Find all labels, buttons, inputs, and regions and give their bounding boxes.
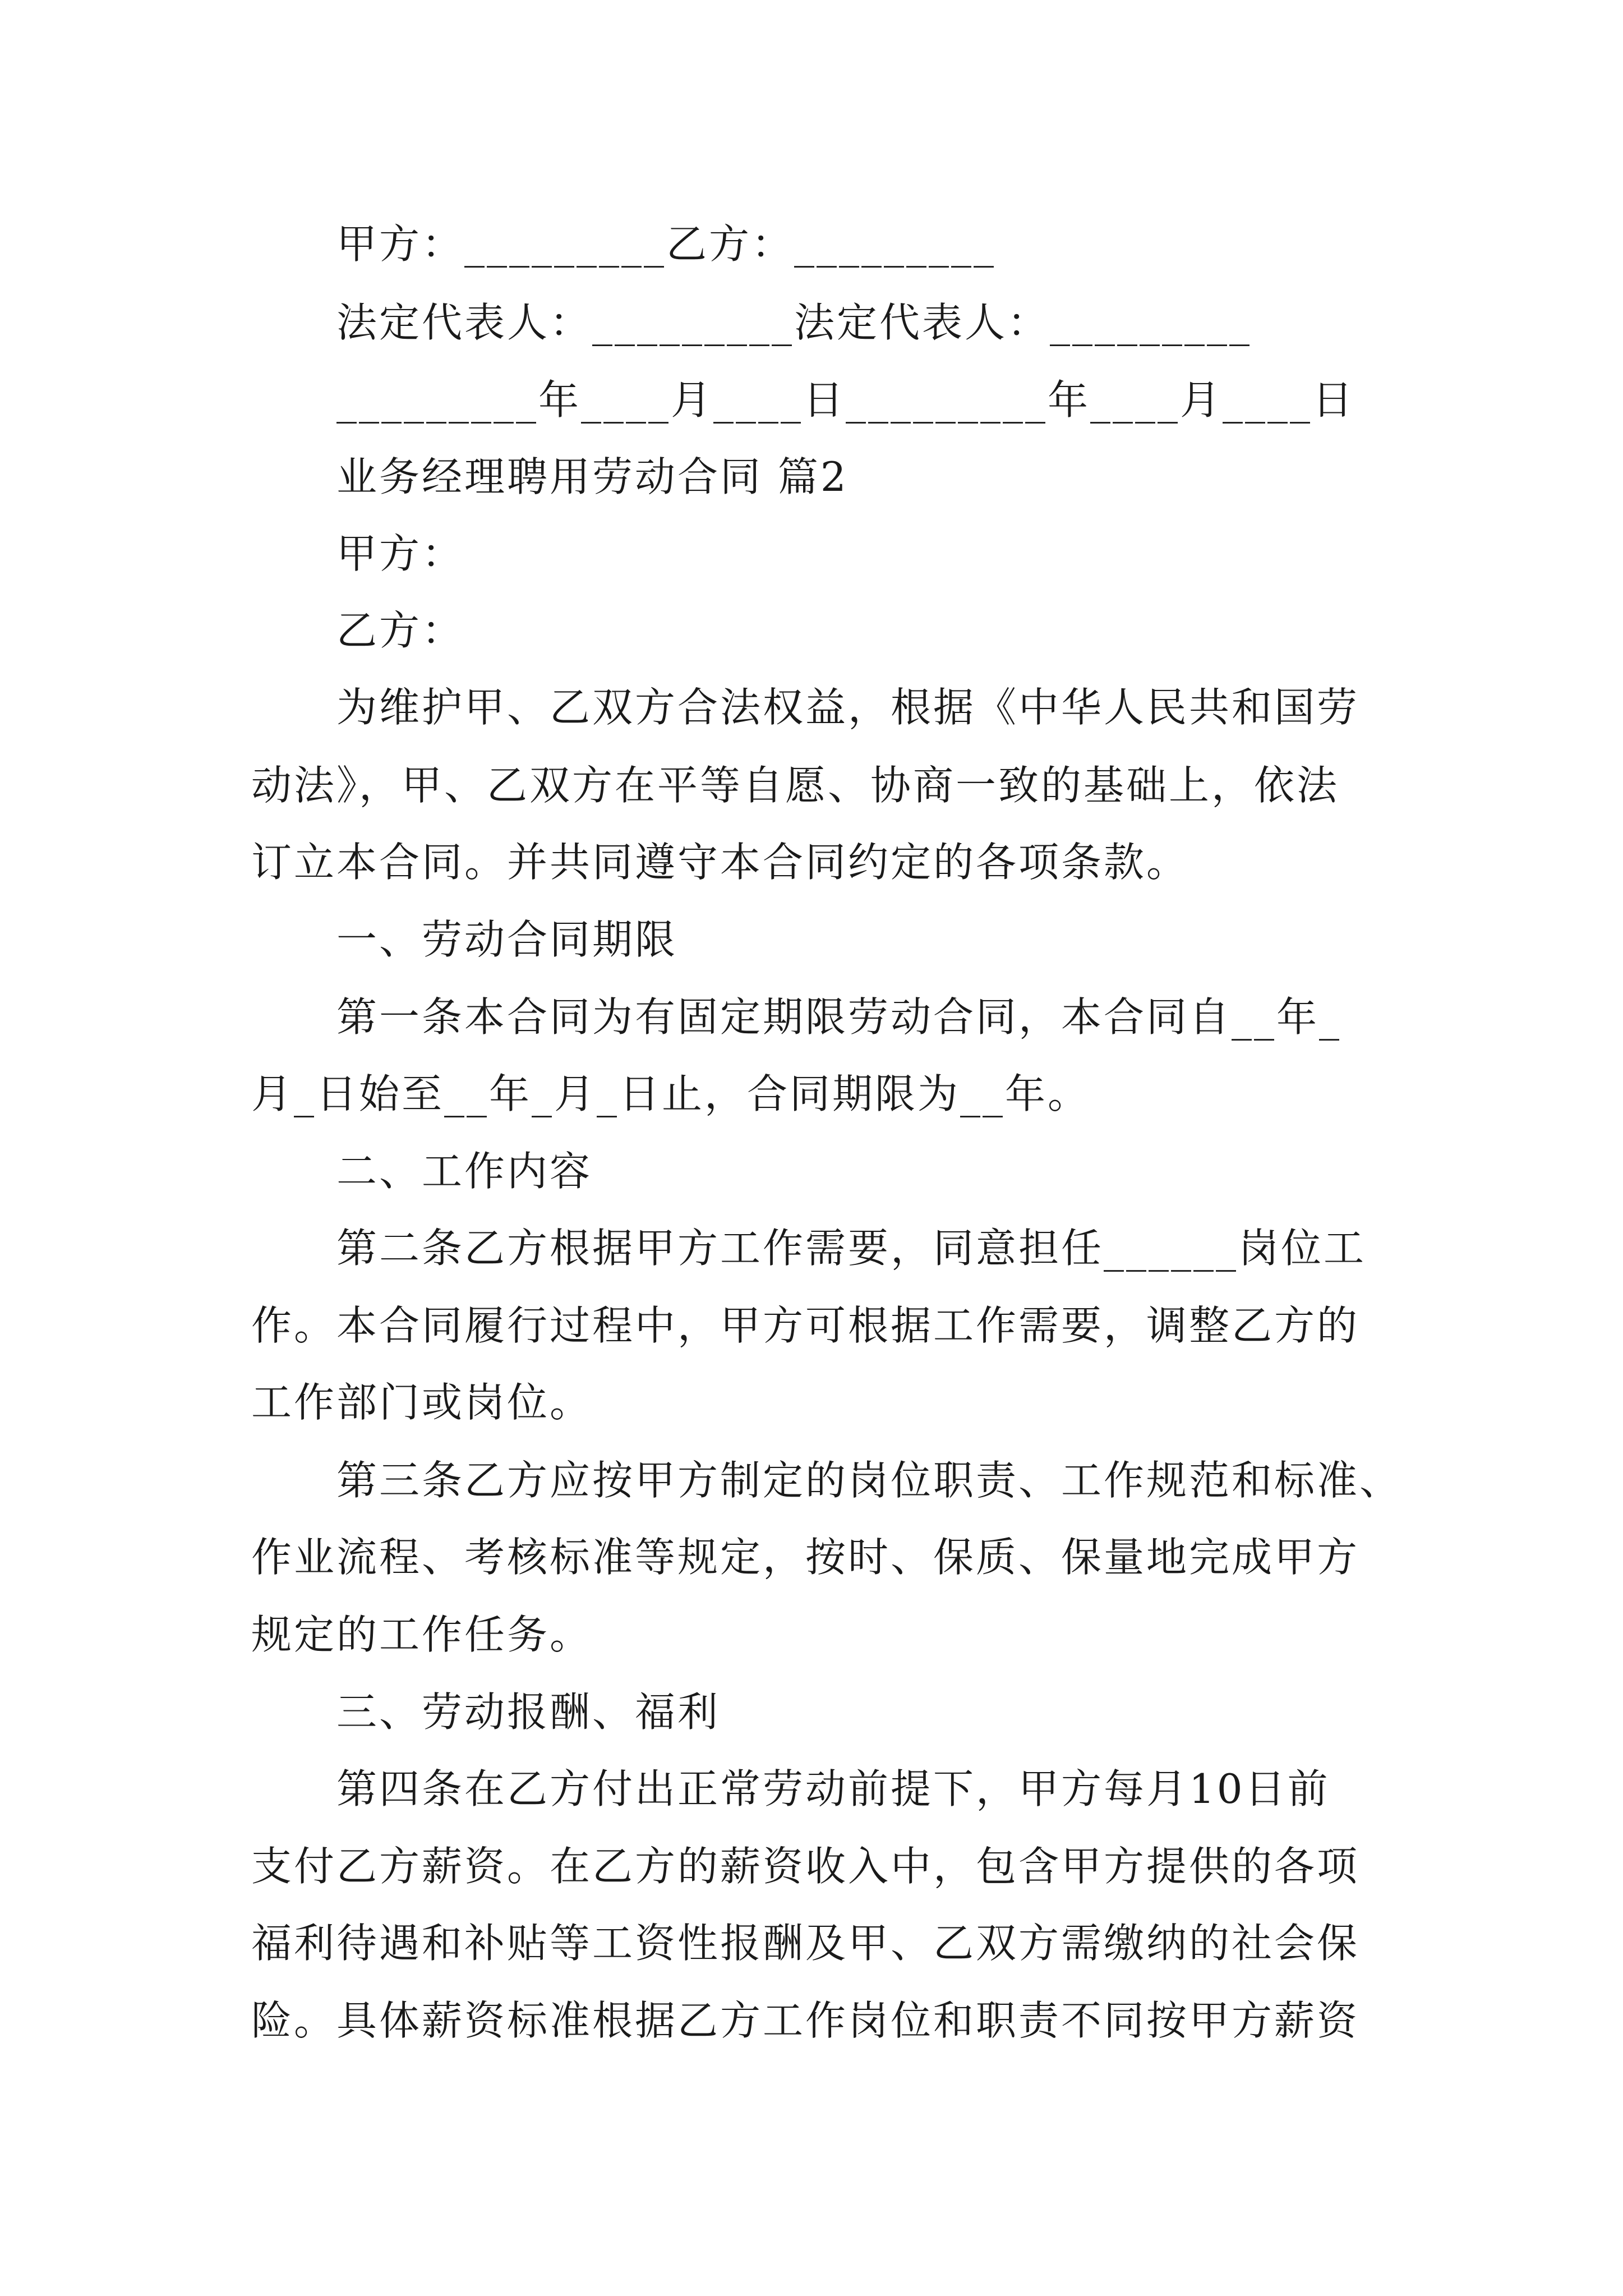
representative-line: 法定代表人：_________法定代表人：_________ xyxy=(336,299,1252,346)
heading-line: 二、工作内容 xyxy=(336,1148,593,1195)
paragraph-line: 作业流程、考核标准等规定，按时、保质、保量地完成甲方 xyxy=(251,1534,1360,1581)
paragraph-line: 月_日始至__年_月_日止，合同期限为__年。 xyxy=(251,1070,1091,1117)
heading-line: 三、劳动报酬、福利 xyxy=(336,1688,721,1736)
paragraph-line: 第三条乙方应按甲方制定的岗位职责、工作规范和标准、 xyxy=(336,1457,1403,1504)
paragraph-line: 支付乙方薪资。在乙方的薪资收入中，包含甲方提供的各项 xyxy=(251,1843,1360,1890)
date-line: _________年____月____日_________年____月____日 xyxy=(336,376,1355,424)
paragraph-line: 动法》，甲、乙双方在平等自愿、协商一致的基础上，依法 xyxy=(251,762,1340,809)
paragraph-line: 第二条乙方根据甲方工作需要，同意担任______岗位工 xyxy=(336,1225,1367,1272)
paragraph-line: 险。具体薪资标准根据乙方工作岗位和职责不同按甲方薪资 xyxy=(251,1997,1360,2044)
paragraph-line: 规定的工作任务。 xyxy=(251,1611,593,1658)
heading-line: 一、劳动合同期限 xyxy=(336,916,678,963)
section-title: 业务经理聘用劳动合同 篇2 xyxy=(336,453,849,500)
party-line: 甲方：_________乙方：_________ xyxy=(336,220,997,268)
paragraph-line: 第四条在乙方付出正常劳动前提下，甲方每月10日前 xyxy=(336,1765,1330,1812)
paragraph-line: 工作部门或岗位。 xyxy=(251,1379,593,1426)
party-b-line: 乙方： xyxy=(336,607,465,654)
paragraph-line: 作。本合同履行过程中，甲方可根据工作需要，调整乙方的 xyxy=(251,1302,1360,1349)
paragraph-line: 福利待遇和补贴等工资性报酬及甲、乙双方需缴纳的社会保 xyxy=(251,1920,1360,1967)
paragraph-line: 订立本合同。并共同遵守本合同约定的各项条款。 xyxy=(251,839,1189,886)
party-a-line: 甲方： xyxy=(336,530,465,577)
paragraph-line: 第一条本合同为有固定期限劳动合同，本合同自__年_ xyxy=(336,993,1342,1041)
paragraph-line: 为维护甲、乙双方合法权益，根据《中华人民共和国劳 xyxy=(336,684,1360,731)
